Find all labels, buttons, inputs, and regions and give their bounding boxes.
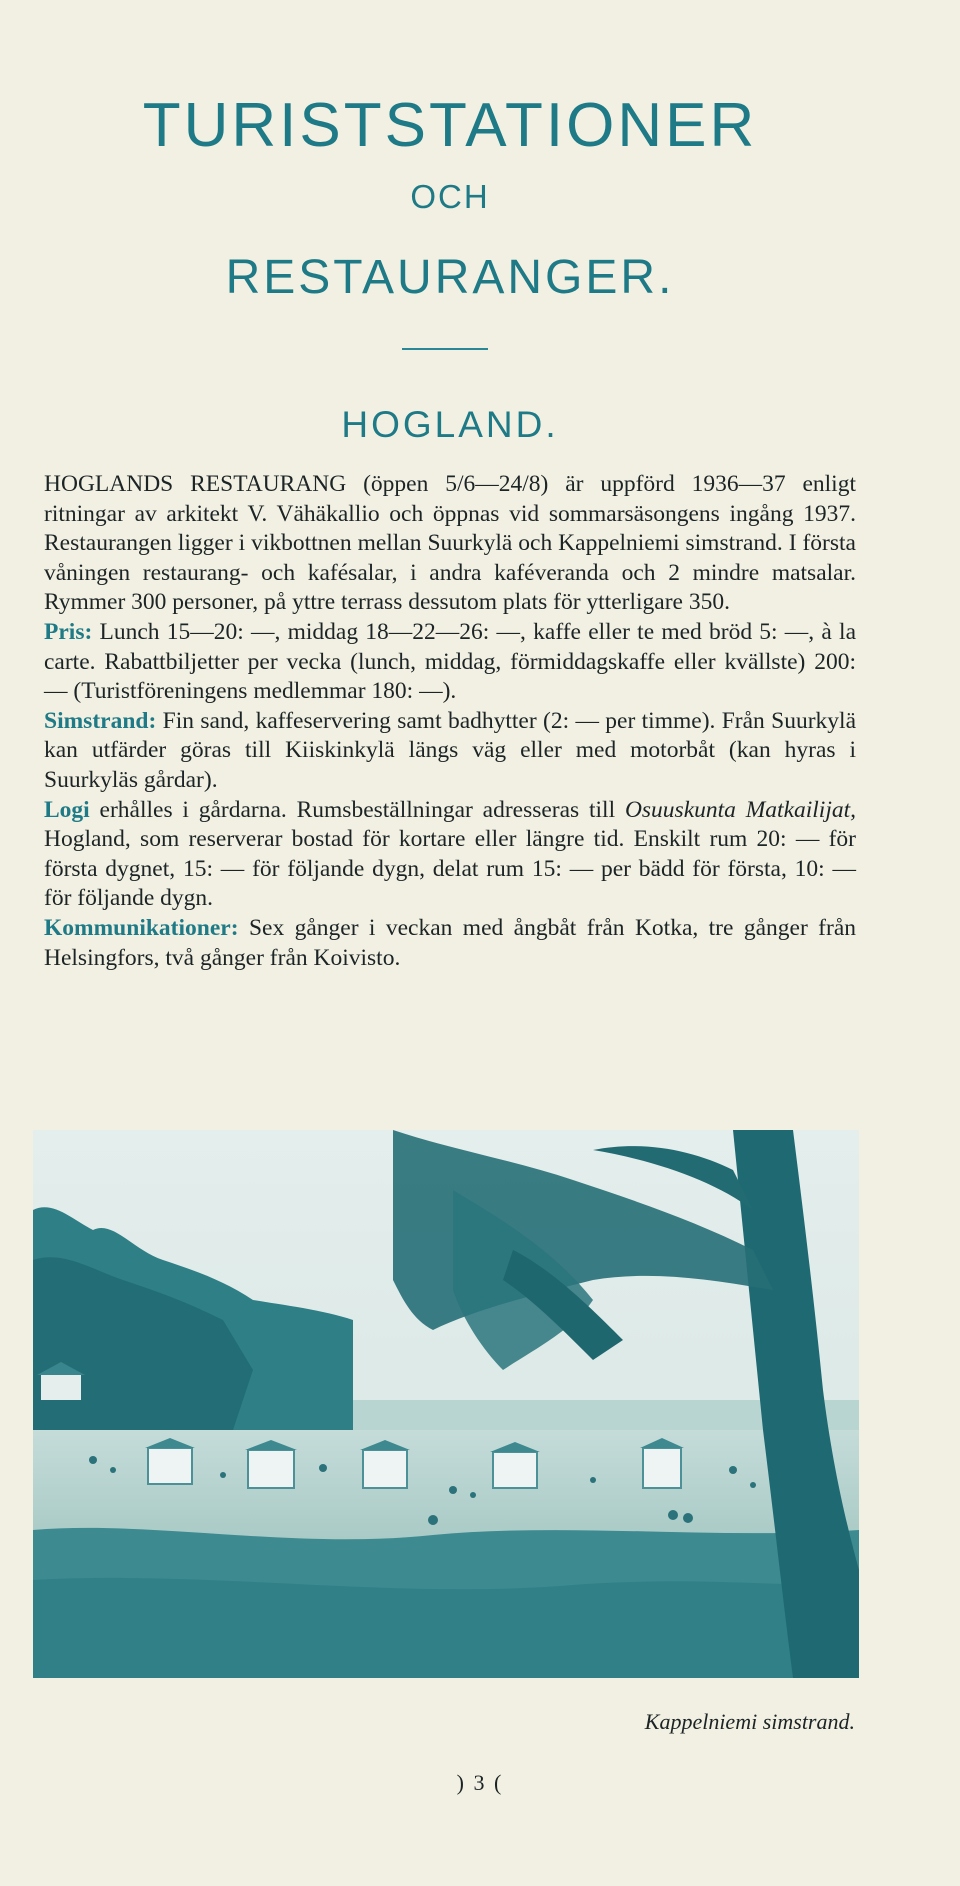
body-text — [44, 470, 856, 973]
kommunikationer-label: Kommunikationer: — [44, 914, 239, 941]
simstrand-paragraph — [44, 707, 856, 796]
beach-photo — [33, 1130, 859, 1678]
page-number: ) 3 ( — [456, 1770, 504, 1795]
kommunikationer-text: Sex gånger i veckan med ångbåt från Kotka, tre gånger från Helsingfors, två gånger från Koivisto. — [44, 914, 857, 971]
title-line-3: RESTAURANGER. — [225, 251, 675, 304]
simstrand-label: Simstrand: — [44, 707, 157, 734]
divider-rule — [402, 348, 488, 350]
title-line-1: TURISTSTATIONER — [142, 91, 758, 160]
logi-text-2: Hogland, som reserverar bostad för kortare eller längre tid. Enskilt rum 20: — för första dygnet, 15: — för följande dygn, delat rum 15: — per bädd för första, 10: — för följande dygn. — [44, 826, 856, 912]
photo-caption: Kappelniemi simstrand. — [644, 1709, 855, 1734]
kommunikationer-paragraph — [44, 914, 856, 973]
logi-organization: Osuuskunta Matkailijat, — [624, 796, 857, 823]
logi-text-1: erhålles i gårdarna. Rumsbeställningar adresseras till — [99, 796, 616, 823]
beach-photo-illustration — [33, 1130, 859, 1678]
section-heading: HOGLAND. — [341, 404, 559, 445]
pris-text: Lunch 15—20: —, middag 18—22—26: —, kaffe eller te med bröd 5: —, à la carte. Rabattbiljetter per vecka (lunch, middag, förmiddagskaffe eller kvällste) 200: — (Turistföreningens medlemmar 180: —). — [44, 618, 857, 705]
pris-paragraph — [44, 618, 856, 707]
pris-label: Pris: — [44, 618, 93, 645]
logi-paragraph — [44, 796, 856, 914]
intro-paragraph: HOGLANDS RESTAURANG (öppen 5/6—24/8) är uppförd 1936—37 enligt ritningar av arkitekt V. Vähäkallio och öppnas vid sommarsäsongens ingång 1937. Restaurangen ligger i vikbottnen mellan Suurkylä och Kappelniemi simstrand. I första våningen restaurang- och kafésalar, i andra kaféveranda och 2 mindre matsalar. Rymmer 300 personer, på yttre terrass dessutom plats för ytterligare 350. — [44, 471, 856, 616]
logi-label: Logi — [44, 796, 90, 823]
title-line-2: OCH — [410, 178, 490, 215]
simstrand-text: Fin sand, kaffeservering samt badhytter (2: — per timme). Från Suurkylä kan utfärder göras till Kiiskinkylä längs väg eller med motorbåt (kan hyras i Suurkyläs gårdar). — [44, 707, 856, 793]
